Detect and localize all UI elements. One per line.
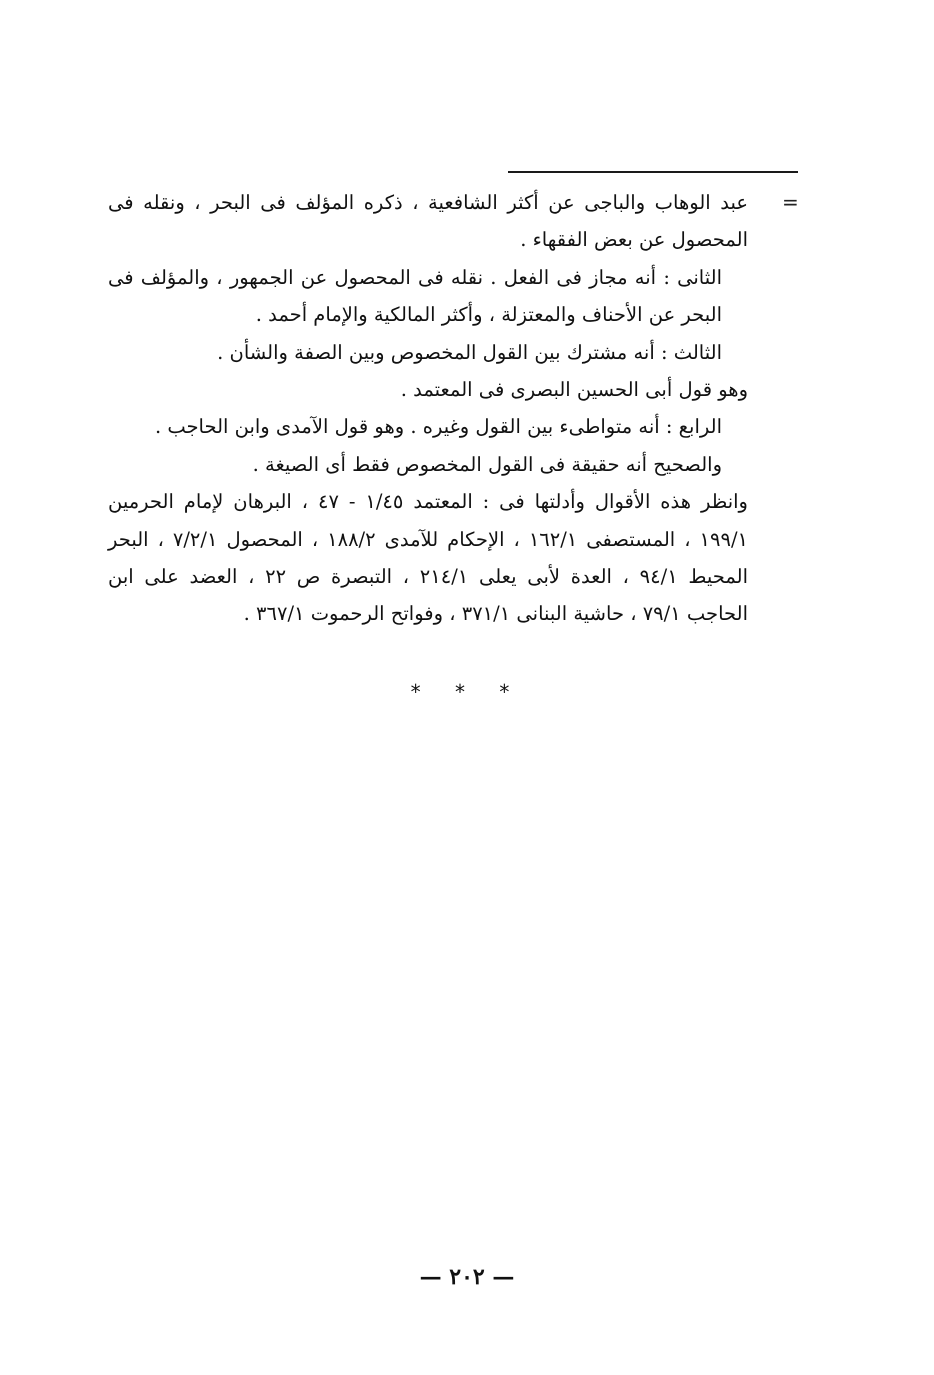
footnote-continuation-mark: = <box>782 190 799 214</box>
footnote-body <box>108 184 748 633</box>
footnote-paragraph-continued: عبد الوهاب والباجى عن أكثر الشافعية ، ذكره المؤلف فى البحر ، ونقله فى المحصول عن بعض الفقهاء . <box>108 191 748 252</box>
footnote-paragraph-third-view-source: وهو قول أبى الحسين البصرى فى المعتمد . <box>400 378 748 402</box>
footnote-paragraph-fourth-view: الرابع : أنه متواطىء بين القول وغيره . وهو قول الآمدى وابن الحاجب . <box>154 415 722 439</box>
footnote-paragraph-third-view: الثالث : أنه مشترك بين القول المخصوص وبين الصفة والشأن . <box>217 340 722 364</box>
footnote-paragraph-second-view: الثانى : أنه مجاز فى الفعل . نقله فى المحصول عن الجمهور ، والمؤلف فى البحر عن الأحناف والمعتزلة ، وأكثر المالكية والإمام أحمد . <box>108 265 722 327</box>
page-number: — ٢٠٢ — <box>419 1264 515 1290</box>
section-separator-stars: * * * <box>410 680 524 704</box>
footnote-paragraph-correct-view: والصحيح أنه حقيقة فى القول المخصوص فقط أى الصيغة . <box>252 452 722 476</box>
footnote-separator-rule <box>508 171 798 173</box>
footnote-paragraph-references: وانظر هذه الأقوال وأدلتها فى : المعتمد ١/٤٥ - ٤٧ ، البرهان لإمام الحرمين ١٩٩/١ ، المستصفى ١٦٢/١ ، الإحكام للآمدى ١٨٨/٢ ، المحصول ٧/٢/١ ، البحر المحيط ٩٤/١ ، العدة لأبى يعلى ٢١٤/١ ، التبصرة ص ٢٢ ، العضد على ابن الحاجب ٧٩/١ ، حاشية البنانى ٣٧١/١ ، وفواتح الرحموت ٣٦٧/١ . <box>108 490 748 626</box>
